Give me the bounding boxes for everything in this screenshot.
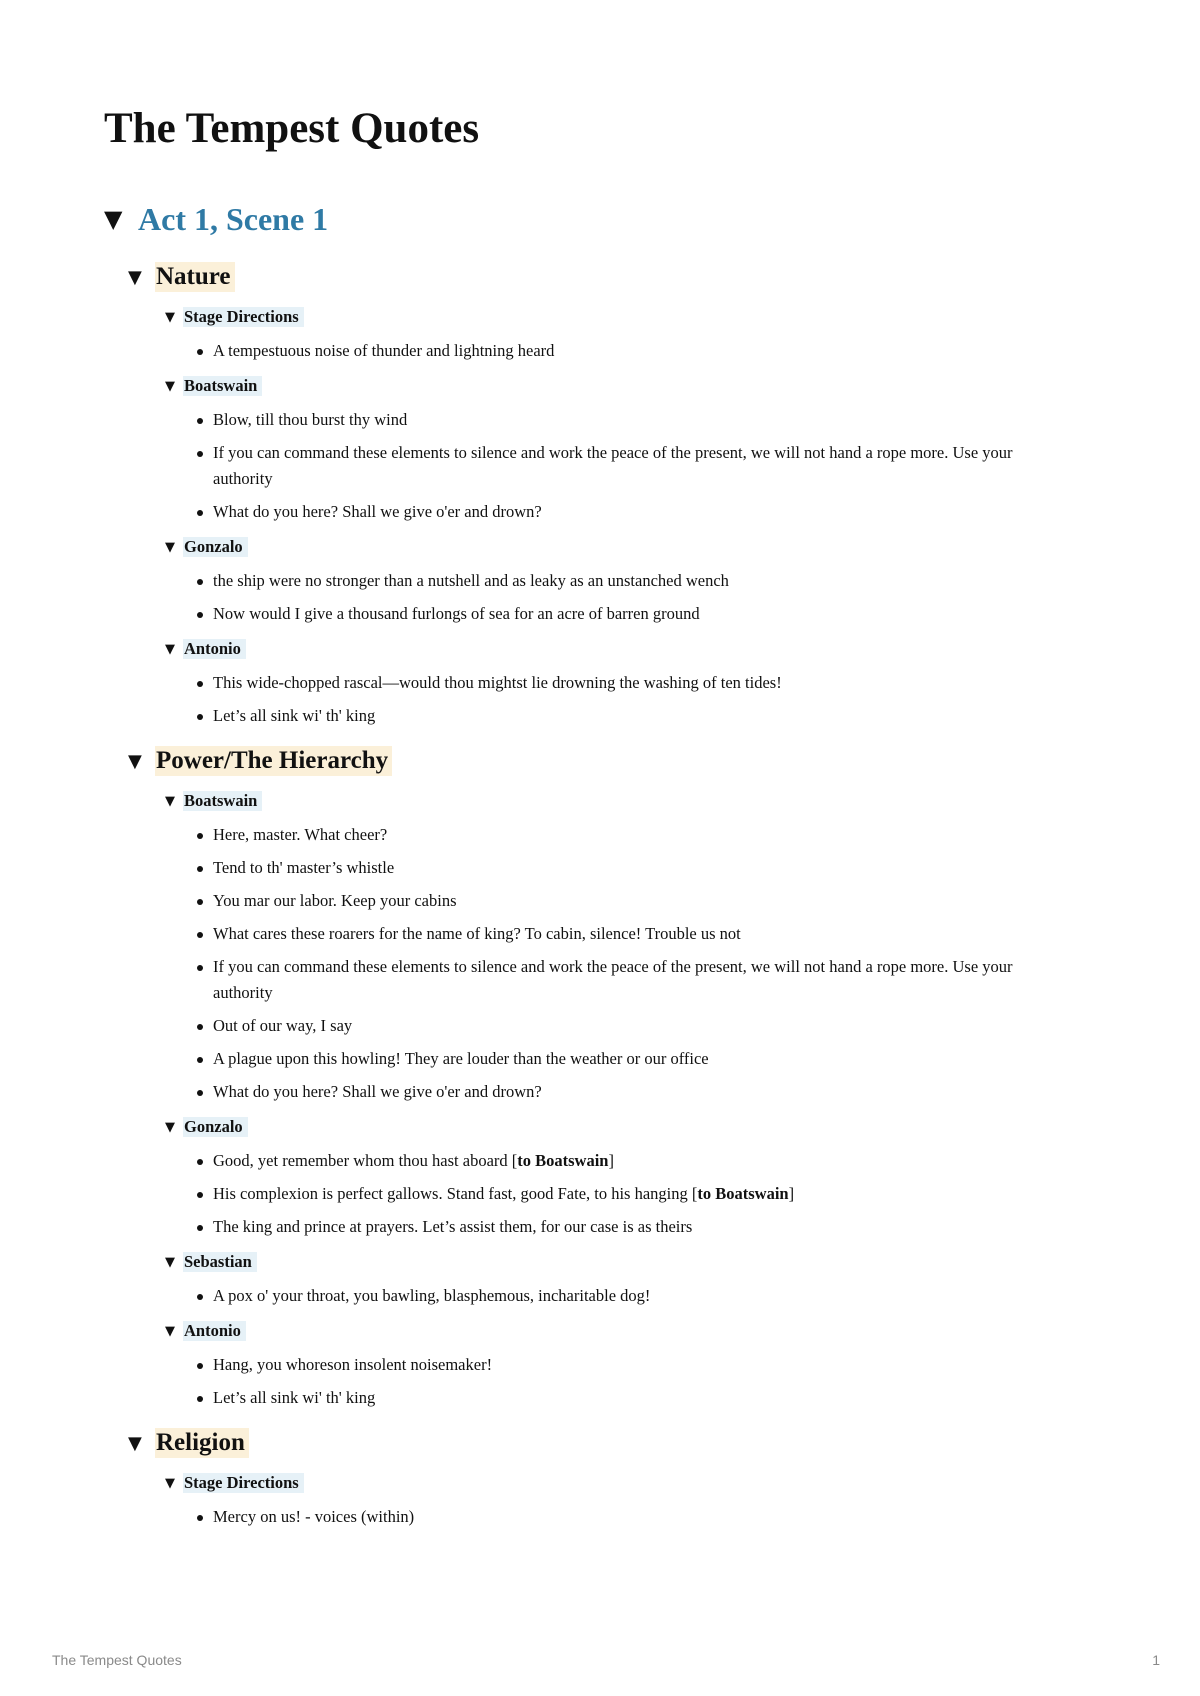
quote-text: This wide-chopped rascal—would thou mightst lie drowning the washing of ten tides! xyxy=(213,673,782,692)
page-title: The Tempest Quotes xyxy=(104,105,480,152)
quote-item xyxy=(213,437,1064,496)
quote-text: Out of our way, I say xyxy=(213,1016,353,1035)
disclosure-triangle-down-icon[interactable]: ▼ xyxy=(128,1432,142,1454)
quote-item xyxy=(213,918,1064,951)
disclosure-triangle-down-icon[interactable]: ▼ xyxy=(128,266,142,288)
quote-item xyxy=(213,819,1064,852)
theme-title: Nature xyxy=(155,262,235,292)
speaker-section xyxy=(165,368,1064,529)
quote-text: If you can command these elements to silence and work the peace of the present, we will not hand a rope more. Use your authority xyxy=(213,957,1013,1002)
theme-title: Power/The Hierarchy xyxy=(155,746,392,776)
quote-text: What do you here? Shall we give o'er and drown? xyxy=(213,1082,542,1101)
quote-item xyxy=(213,667,1064,700)
quote-item xyxy=(213,1349,1064,1382)
speaker-toggle[interactable] xyxy=(165,631,1064,667)
speaker-toggle[interactable] xyxy=(165,529,1064,565)
quote-item xyxy=(213,598,1064,631)
speaker-toggle[interactable] xyxy=(165,783,1064,819)
quote-text: Good, yet remember whom thou hast aboard [ xyxy=(213,1151,518,1170)
act-title: Act 1, Scene 1 xyxy=(138,200,329,237)
theme-section xyxy=(128,739,1064,1415)
quote-text: Tend to th' master’s whistle xyxy=(213,858,395,877)
quote-item xyxy=(213,496,1064,529)
speaker-toggle[interactable] xyxy=(165,1109,1064,1145)
quote-list xyxy=(165,819,1064,1109)
speaker-section xyxy=(165,1244,1064,1313)
speaker-toggle[interactable] xyxy=(165,1244,1064,1280)
speaker-section xyxy=(165,631,1064,733)
theme-toggle[interactable] xyxy=(128,255,1064,299)
speaker-name: Antonio xyxy=(183,1321,246,1341)
quote-item xyxy=(213,700,1064,733)
speaker-name: Antonio xyxy=(183,639,246,659)
stage-note: to Boatswain xyxy=(697,1184,789,1203)
quote-text: If you can command these elements to silence and work the peace of the present, we will not hand a rope more. Use your authority xyxy=(213,443,1013,488)
quote-item xyxy=(213,335,1064,368)
disclosure-triangle-down-icon[interactable]: ▼ xyxy=(165,1323,175,1339)
quote-text: Let’s all sink wi' th' king xyxy=(213,1388,376,1407)
quote-list xyxy=(165,404,1064,529)
speaker-toggle[interactable] xyxy=(165,299,1064,335)
quote-item xyxy=(213,404,1064,437)
quote-text: You mar our labor. Keep your cabins xyxy=(213,891,457,910)
theme-toggle[interactable] xyxy=(128,739,1064,783)
speaker-name: Gonzalo xyxy=(183,1117,248,1137)
quote-list xyxy=(165,565,1064,631)
speaker-toggle[interactable] xyxy=(165,1313,1064,1349)
document-page xyxy=(104,96,1064,1534)
speaker-name: Boatswain xyxy=(183,791,262,811)
quote-list xyxy=(165,1349,1064,1415)
quote-bracket: ] xyxy=(608,1151,614,1170)
quote-bracket: ] xyxy=(788,1184,795,1203)
quote-list xyxy=(165,667,1064,733)
quote-text: What do you here? Shall we give o'er and drown? xyxy=(213,502,542,521)
quote-list xyxy=(165,1145,1064,1244)
disclosure-triangle-down-icon[interactable]: ▼ xyxy=(165,1475,175,1491)
speaker-name: Boatswain xyxy=(183,376,262,396)
speaker-toggle[interactable] xyxy=(165,1465,1064,1501)
disclosure-triangle-down-icon[interactable]: ▼ xyxy=(165,309,175,325)
quote-text: Here, master. What cheer? xyxy=(213,825,388,844)
quote-item xyxy=(213,1382,1064,1415)
quote-text: Mercy on us! - voices (within) xyxy=(213,1507,415,1526)
quote-text: A plague upon this howling! They are louder than the weather or our office xyxy=(213,1049,709,1068)
quote-text: A pox o' your throat, you bawling, blasphemous, incharitable dog! xyxy=(213,1286,651,1305)
speaker-section xyxy=(165,1313,1064,1415)
quote-text: the ship were no stronger than a nutshell and as leaky as an unstanched wench xyxy=(213,571,729,590)
quote-text: The king and prince at prayers. Let’s assist them, for our case is as theirs xyxy=(213,1217,693,1236)
quote-text: His complexion is perfect gallows. Stand fast, good Fate, to his hanging [ xyxy=(213,1184,698,1203)
theme-section xyxy=(128,1421,1064,1534)
speaker-section xyxy=(165,529,1064,631)
quote-item xyxy=(213,565,1064,598)
quote-text: What cares these roarers for the name of king? To cabin, silence! Trouble us not xyxy=(213,924,741,943)
quote-item xyxy=(213,1178,1064,1211)
act-toggle[interactable] xyxy=(104,189,1064,249)
acts-container xyxy=(104,189,1064,1534)
quote-item xyxy=(213,1076,1064,1109)
speaker-name: Gonzalo xyxy=(183,537,248,557)
theme-title: Religion xyxy=(155,1428,249,1458)
quote-text: Let’s all sink wi' th' king xyxy=(213,706,376,725)
speaker-toggle[interactable] xyxy=(165,368,1064,404)
disclosure-triangle-down-icon[interactable]: ▼ xyxy=(128,750,142,772)
disclosure-triangle-down-icon[interactable]: ▼ xyxy=(165,378,175,394)
quote-item xyxy=(213,951,1064,1010)
disclosure-triangle-down-icon[interactable]: ▼ xyxy=(165,641,175,657)
speaker-section xyxy=(165,783,1064,1109)
theme-section xyxy=(128,255,1064,733)
speaker-section xyxy=(165,1109,1064,1244)
quote-text: Blow, till thou burst thy wind xyxy=(213,410,408,429)
disclosure-triangle-down-icon[interactable]: ▼ xyxy=(165,1119,175,1135)
quote-list xyxy=(165,335,1064,368)
quote-item xyxy=(213,1211,1064,1244)
disclosure-triangle-down-icon[interactable]: ▼ xyxy=(165,539,175,555)
quote-item xyxy=(213,1043,1064,1076)
quote-list xyxy=(165,1280,1064,1313)
speaker-name: Sebastian xyxy=(183,1252,257,1272)
act-section xyxy=(104,189,1064,1534)
speaker-name: Stage Directions xyxy=(183,1473,304,1493)
speaker-section xyxy=(165,299,1064,368)
disclosure-triangle-down-icon[interactable]: ▼ xyxy=(165,1254,175,1270)
quote-list xyxy=(165,1501,1064,1534)
quote-text: A tempestuous noise of thunder and lightning heard xyxy=(213,341,555,360)
quote-text: Hang, you whoreson insolent noisemaker! xyxy=(213,1355,493,1374)
page-number: 1 xyxy=(1152,1652,1160,1668)
quote-text: Now would I give a thousand furlongs of sea for an acre of barren ground xyxy=(213,604,700,623)
disclosure-triangle-down-icon[interactable]: ▼ xyxy=(165,793,175,809)
quote-item xyxy=(213,885,1064,918)
quote-item xyxy=(213,1501,1064,1534)
disclosure-triangle-down-icon[interactable]: ▼ xyxy=(104,205,123,233)
quote-item xyxy=(213,1280,1064,1313)
stage-note: to Boatswain xyxy=(517,1151,609,1170)
speaker-name: Stage Directions xyxy=(183,307,304,327)
quote-item xyxy=(213,1145,1064,1178)
footer-title: The Tempest Quotes xyxy=(52,1652,182,1668)
quote-item xyxy=(213,852,1064,885)
speaker-section xyxy=(165,1465,1064,1534)
theme-toggle[interactable] xyxy=(128,1421,1064,1465)
quote-item xyxy=(213,1010,1064,1043)
